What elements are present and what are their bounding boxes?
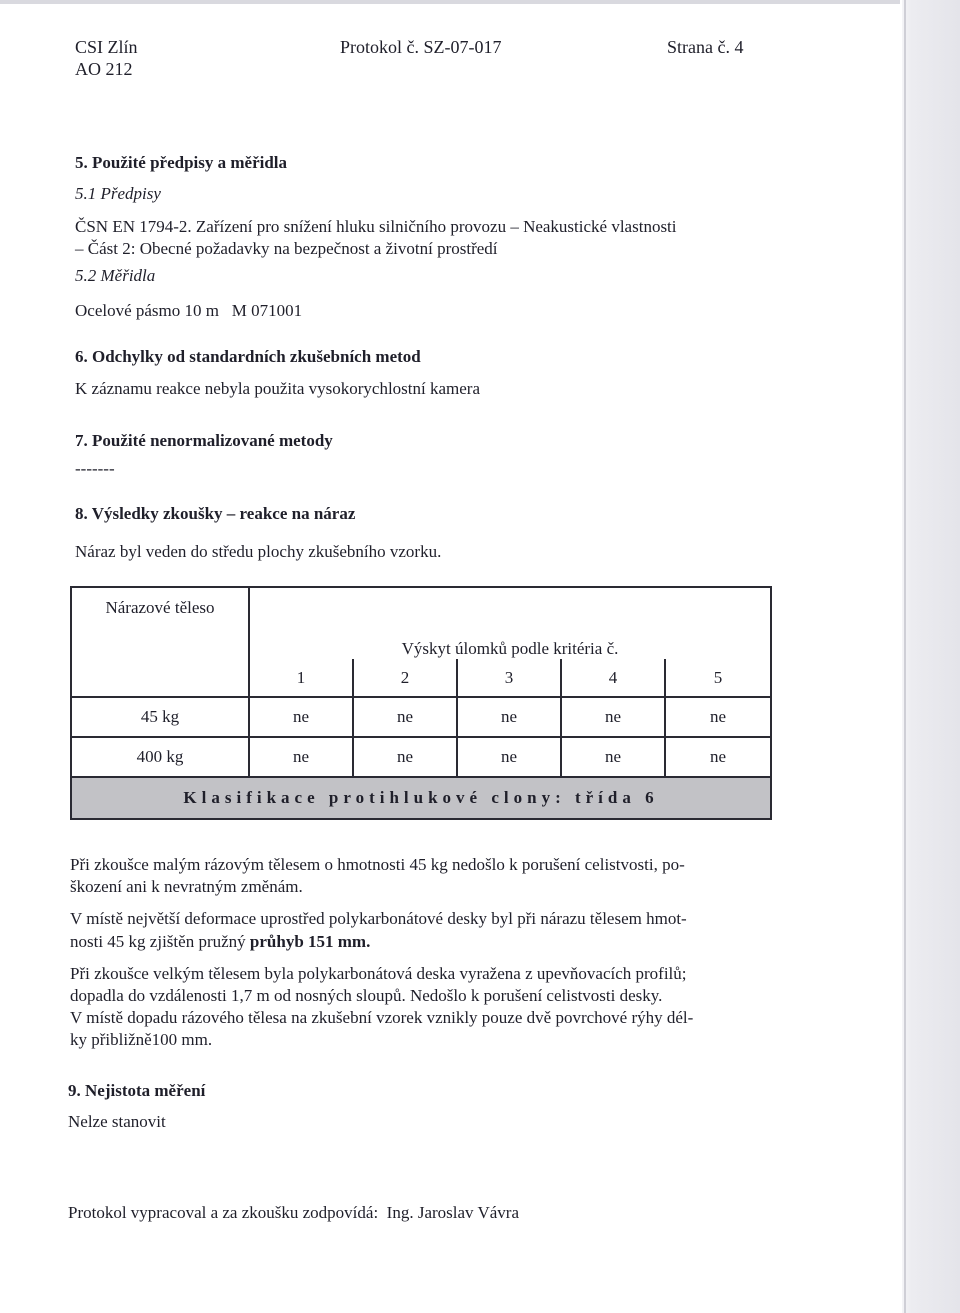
regulation-line-2: – Část 2: Obecné požadavky na bezpečnost a životní prostředí [75,239,498,258]
section8-title: 8. Výsledky zkoušky – reakce na náraz [75,504,356,523]
section5-sub-meridla: 5.2 Měřidla [75,266,156,285]
criteria-header-label: Výskyt úlomků podle kritéria č. [401,639,619,658]
section7-text: ------- [75,459,115,478]
impact-body-header: Nárazové těleso [71,587,249,697]
table-row [71,697,771,737]
result-cell: ne [457,697,561,737]
para3-line1: Při zkoušce velkým tělesem byla polykarbonátová deska vyražena z upevňovacích profilů; [70,964,687,983]
para1-line2: škození ani k nevratným změnám. [70,877,303,896]
section7-title: 7. Použité nenormalizované metody [75,431,333,450]
impact-body-cell: 400 kg [71,737,249,777]
section9-text: Nelze stanovit [68,1112,166,1131]
classification-cell: Klasifikace protihlukové clony: třída 6 [71,777,771,819]
section9-title: 9. Nejistota měření [68,1081,206,1100]
table-row [71,737,771,777]
criterion-number: 4 [561,659,665,697]
regulation-line-1: ČSN EN 1794-2. Zařízení pro snížení hluku silničního provozu – Neakustické vlastnosti [75,217,677,236]
footer-signature-line: Protokol vypracoval a za zkoušku zodpovídá: Ing. Jaroslav Vávra [68,1203,520,1222]
result-cell: ne [561,737,665,777]
result-cell: ne [353,697,457,737]
para2-line2-text: nosti 45 kg zjištěn pružný [70,932,250,951]
header-page-number: Strana č. 4 [667,37,744,57]
para3-line2: dopadla do vzdálenosti 1,7 m od nosných sloupů. Nedošlo k porušení celistvosti desky. [70,986,663,1005]
result-cell: ne [457,737,561,777]
criterion-number: 1 [249,659,353,697]
result-cell: ne [249,737,353,777]
para3-line3: V místě dopadu rázového tělesa na zkušební vzorek vznikly pouze dvě povrchové rýhy dél- [70,1008,694,1027]
section5-sub-predpisy: 5.1 Předpisy [75,184,161,203]
gauge-line: Ocelové pásmo 10 m M 071001 [75,301,303,320]
impact-results-table [70,586,772,820]
para1-line1: Při zkoušce malým rázovým tělesem o hmotnosti 45 kg nedošlo k porušení celistvosti, po- [70,855,685,874]
scan-edge-line [904,0,906,1313]
criterion-number: 5 [665,659,771,697]
header-protocol-number: Protokol č. SZ-07-017 [340,37,502,57]
section6-title: 6. Odchylky od standardních zkušebních metod [75,347,421,366]
header-org: CSI Zlín [75,37,138,57]
impact-body-cell: 45 kg [71,697,249,737]
result-cell: ne [665,697,771,737]
criterion-number: 3 [457,659,561,697]
scan-right-edge [902,0,960,1313]
section5-title: 5. Použité předpisy a měřidla [75,153,288,172]
scan-top-edge [0,0,900,4]
result-cell: ne [561,697,665,737]
section6-text: K záznamu reakce nebyla použita vysokorychlostní kamera [75,379,481,398]
para2-line2 [70,931,370,953]
table-header-row [71,587,771,659]
result-cell: ne [665,737,771,777]
header-dept: AO 212 [75,59,133,79]
criterion-number: 2 [353,659,457,697]
deflection-value: průhyb 151 mm. [249,932,371,951]
para2-line1: V místě největší deformace uprostřed polykarbonátové desky byl při nárazu tělesem hmot- [70,909,687,928]
result-cell: ne [353,737,457,777]
result-cell: ne [249,697,353,737]
para3-line4: ky přibližně100 mm. [70,1030,213,1049]
classification-row [71,777,771,819]
section8-text: Náraz byl veden do středu plochy zkušebního vzorku. [75,542,442,561]
criteria-header [249,587,771,659]
